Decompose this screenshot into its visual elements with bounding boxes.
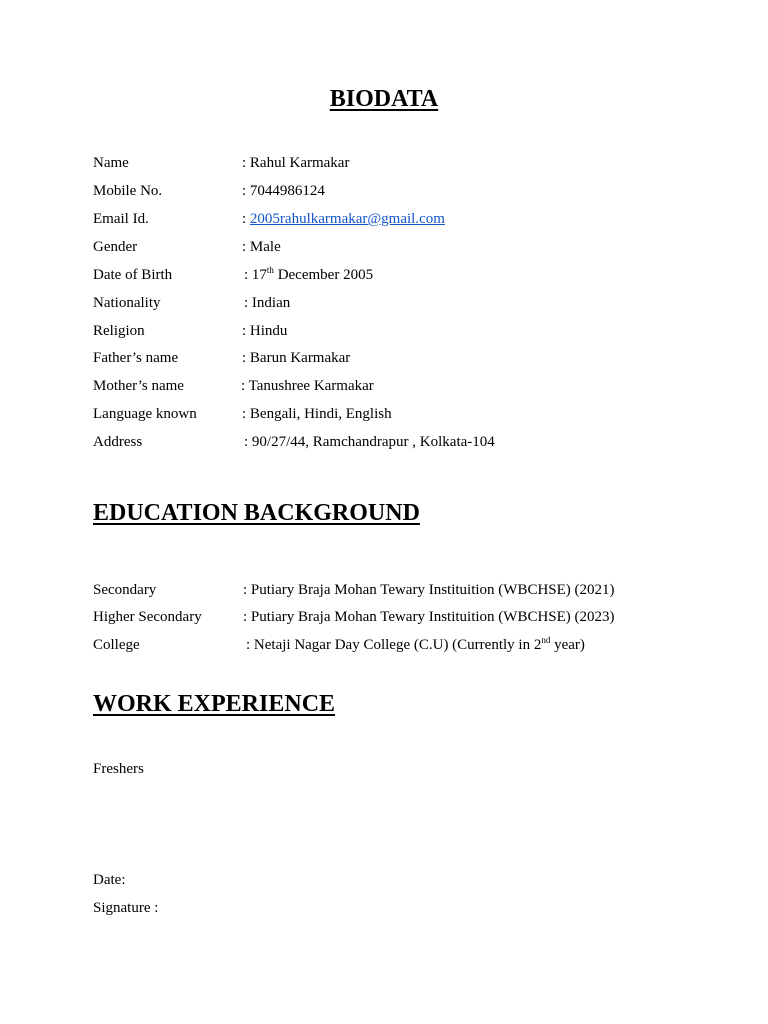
language-value: : Bengali, Hindi, English <box>242 406 392 422</box>
dob-month-year: December 2005 <box>273 267 374 283</box>
work-heading: WORK EXPERIENCE <box>93 691 336 717</box>
mobile-label: Mobile No. <box>93 183 163 199</box>
email-link[interactable]: 2005rahulkarmakar@gmail.com <box>249 211 445 227</box>
college-label: College <box>93 637 140 653</box>
college-value <box>246 635 585 655</box>
nationality-value: : Indian <box>244 295 291 311</box>
name-label: Name <box>93 155 129 171</box>
email-label: Email Id. <box>93 211 149 227</box>
dob-value <box>244 265 373 285</box>
dob-day: : 17 <box>244 267 267 283</box>
name-value: : Rahul Karmakar <box>242 155 350 171</box>
email-prefix: : <box>242 211 250 227</box>
gender-label: Gender <box>93 239 138 255</box>
higher-secondary-value: : Putiary Braja Mohan Tewary Instituition (WBCHSE) (2023) <box>243 609 615 625</box>
secondary-label: Secondary <box>93 582 157 598</box>
college-year-suffix: nd <box>541 635 551 645</box>
signature-label: Signature : <box>93 900 159 916</box>
religion-label: Religion <box>93 323 145 339</box>
dob-day-suffix: th <box>266 265 274 275</box>
nationality-label: Nationality <box>93 295 161 311</box>
email-value <box>242 209 445 229</box>
education-heading: EDUCATION BACKGROUND <box>93 500 420 526</box>
father-name-value: : Barun Karmakar <box>242 350 351 366</box>
mother-name-value: : Tanushree Karmakar <box>241 378 374 394</box>
page-title: BIODATA <box>329 86 439 112</box>
father-name-label: Father’s name <box>93 350 179 366</box>
college-text: : Netaji Nagar Day College (C.U) (Currently in 2 <box>246 637 542 653</box>
mobile-value: : 7044986124 <box>242 183 325 199</box>
higher-secondary-label: Higher Secondary <box>93 609 202 625</box>
college-year: year) <box>550 637 585 653</box>
date-label: Date: <box>93 872 126 888</box>
address-value: : 90/27/44, Ramchandrapur , Kolkata-104 <box>244 434 495 450</box>
gender-value: : Male <box>242 239 281 255</box>
language-label: Language known <box>93 406 197 422</box>
mother-name-label: Mother’s name <box>93 378 184 394</box>
secondary-value: : Putiary Braja Mohan Tewary Instituition (WBCHSE) (2021) <box>243 582 615 598</box>
work-text: Freshers <box>93 761 144 777</box>
address-label: Address <box>93 434 143 450</box>
religion-value: : Hindu <box>242 323 288 339</box>
dob-label: Date of Birth <box>93 267 173 283</box>
